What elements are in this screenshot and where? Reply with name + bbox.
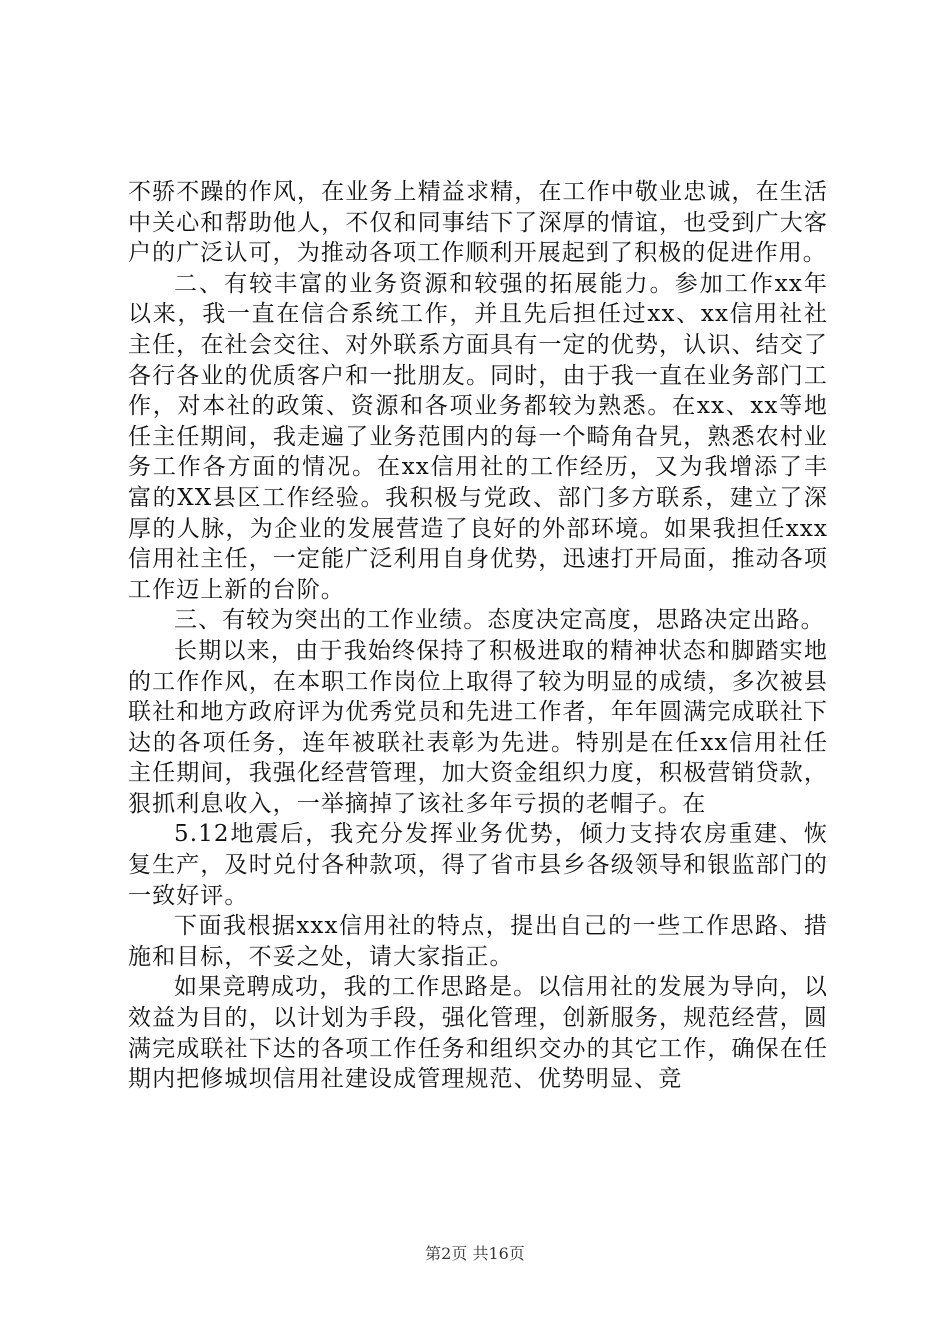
paragraph-6: 下面我根据xxx信用社的特点，提出自己的一些工作思路、措施和目标，不妥之处，请大家指正。 <box>128 913 828 970</box>
page-footer: 第2页 共16页 <box>425 1244 525 1263</box>
document-body <box>128 177 828 1095</box>
paragraph-5: 5.12地震后，我充分发挥业务优势，倾力支持农房重建、恢复生产，及时兑付各种款项，得了省市县乡各级领导和银监部门的一致好评。 <box>128 821 828 909</box>
paragraph-1: 不骄不躁的作风，在业务上精益求精，在工作中敬业忠诚，在生活中关心和帮助他人，不仅和同事结下了深厚的情谊，也受到广大客户的广泛认可，为推动各项工作顺利开展起到了积极的促进作用。 <box>128 179 828 267</box>
paragraph-4: 长期以来，由于我始终保持了积极进取的精神状态和脚踏实地的工作作风，在本职工作岗位上取得了较为明显的成绩，多次被县联社和地方政府评为优秀党员和先进工作者，年年圆满完成联社下达的各项任务，连年被联社表彰为先进。特别是在任xx信用社任主任期间，我强化经营管理，加大资金组织力度，积极营销贷款，狠抓利息收入，一举摘掉了该社多年亏损的老帽子。在 <box>128 637 828 817</box>
paragraph-2: 二、有较丰富的业务资源和较强的拓展能力。参加工作xx年以来，我一直在信合系统工作，并且先后担任过xx、xx信用社社主任，在社会交往、对外联系方面具有一定的优势，认识、结交了各行各业的优质客户和一批朋友。同时，由于我一直在业务部门工作，对本社的政策、资源和各项业务都较为熟悉。在xx、xx等地任主任期间，我走遍了业务范围内的每一个畸角旮旯，熟悉农村业务工作各方面的情况。在xx信用社的工作经历，又为我增添了丰富的XX县区工作经验。我积极与党政、部门多方联系，建立了深厚的人脉，为企业的发展营造了良好的外部环境。如果我担任xxx信用社主任，一定能广泛利用自身优势，迅速打开局面，推动各项工作迈上新的台阶。 <box>128 270 828 603</box>
paragraph-7: 如果竞聘成功，我的工作思路是。以信用社的发展为导向，以效益为目的，以计划为手段，强化管理，创新服务，规范经营，圆满完成联社下达的各项工作任务和组织交办的其它工作，确保在任期内把修城坝信用社建设成管理规范、优势明显、竞 <box>128 974 828 1093</box>
paragraph-3: 三、有较为突出的工作业绩。态度决定高度，思路决定出路。 <box>174 607 825 634</box>
